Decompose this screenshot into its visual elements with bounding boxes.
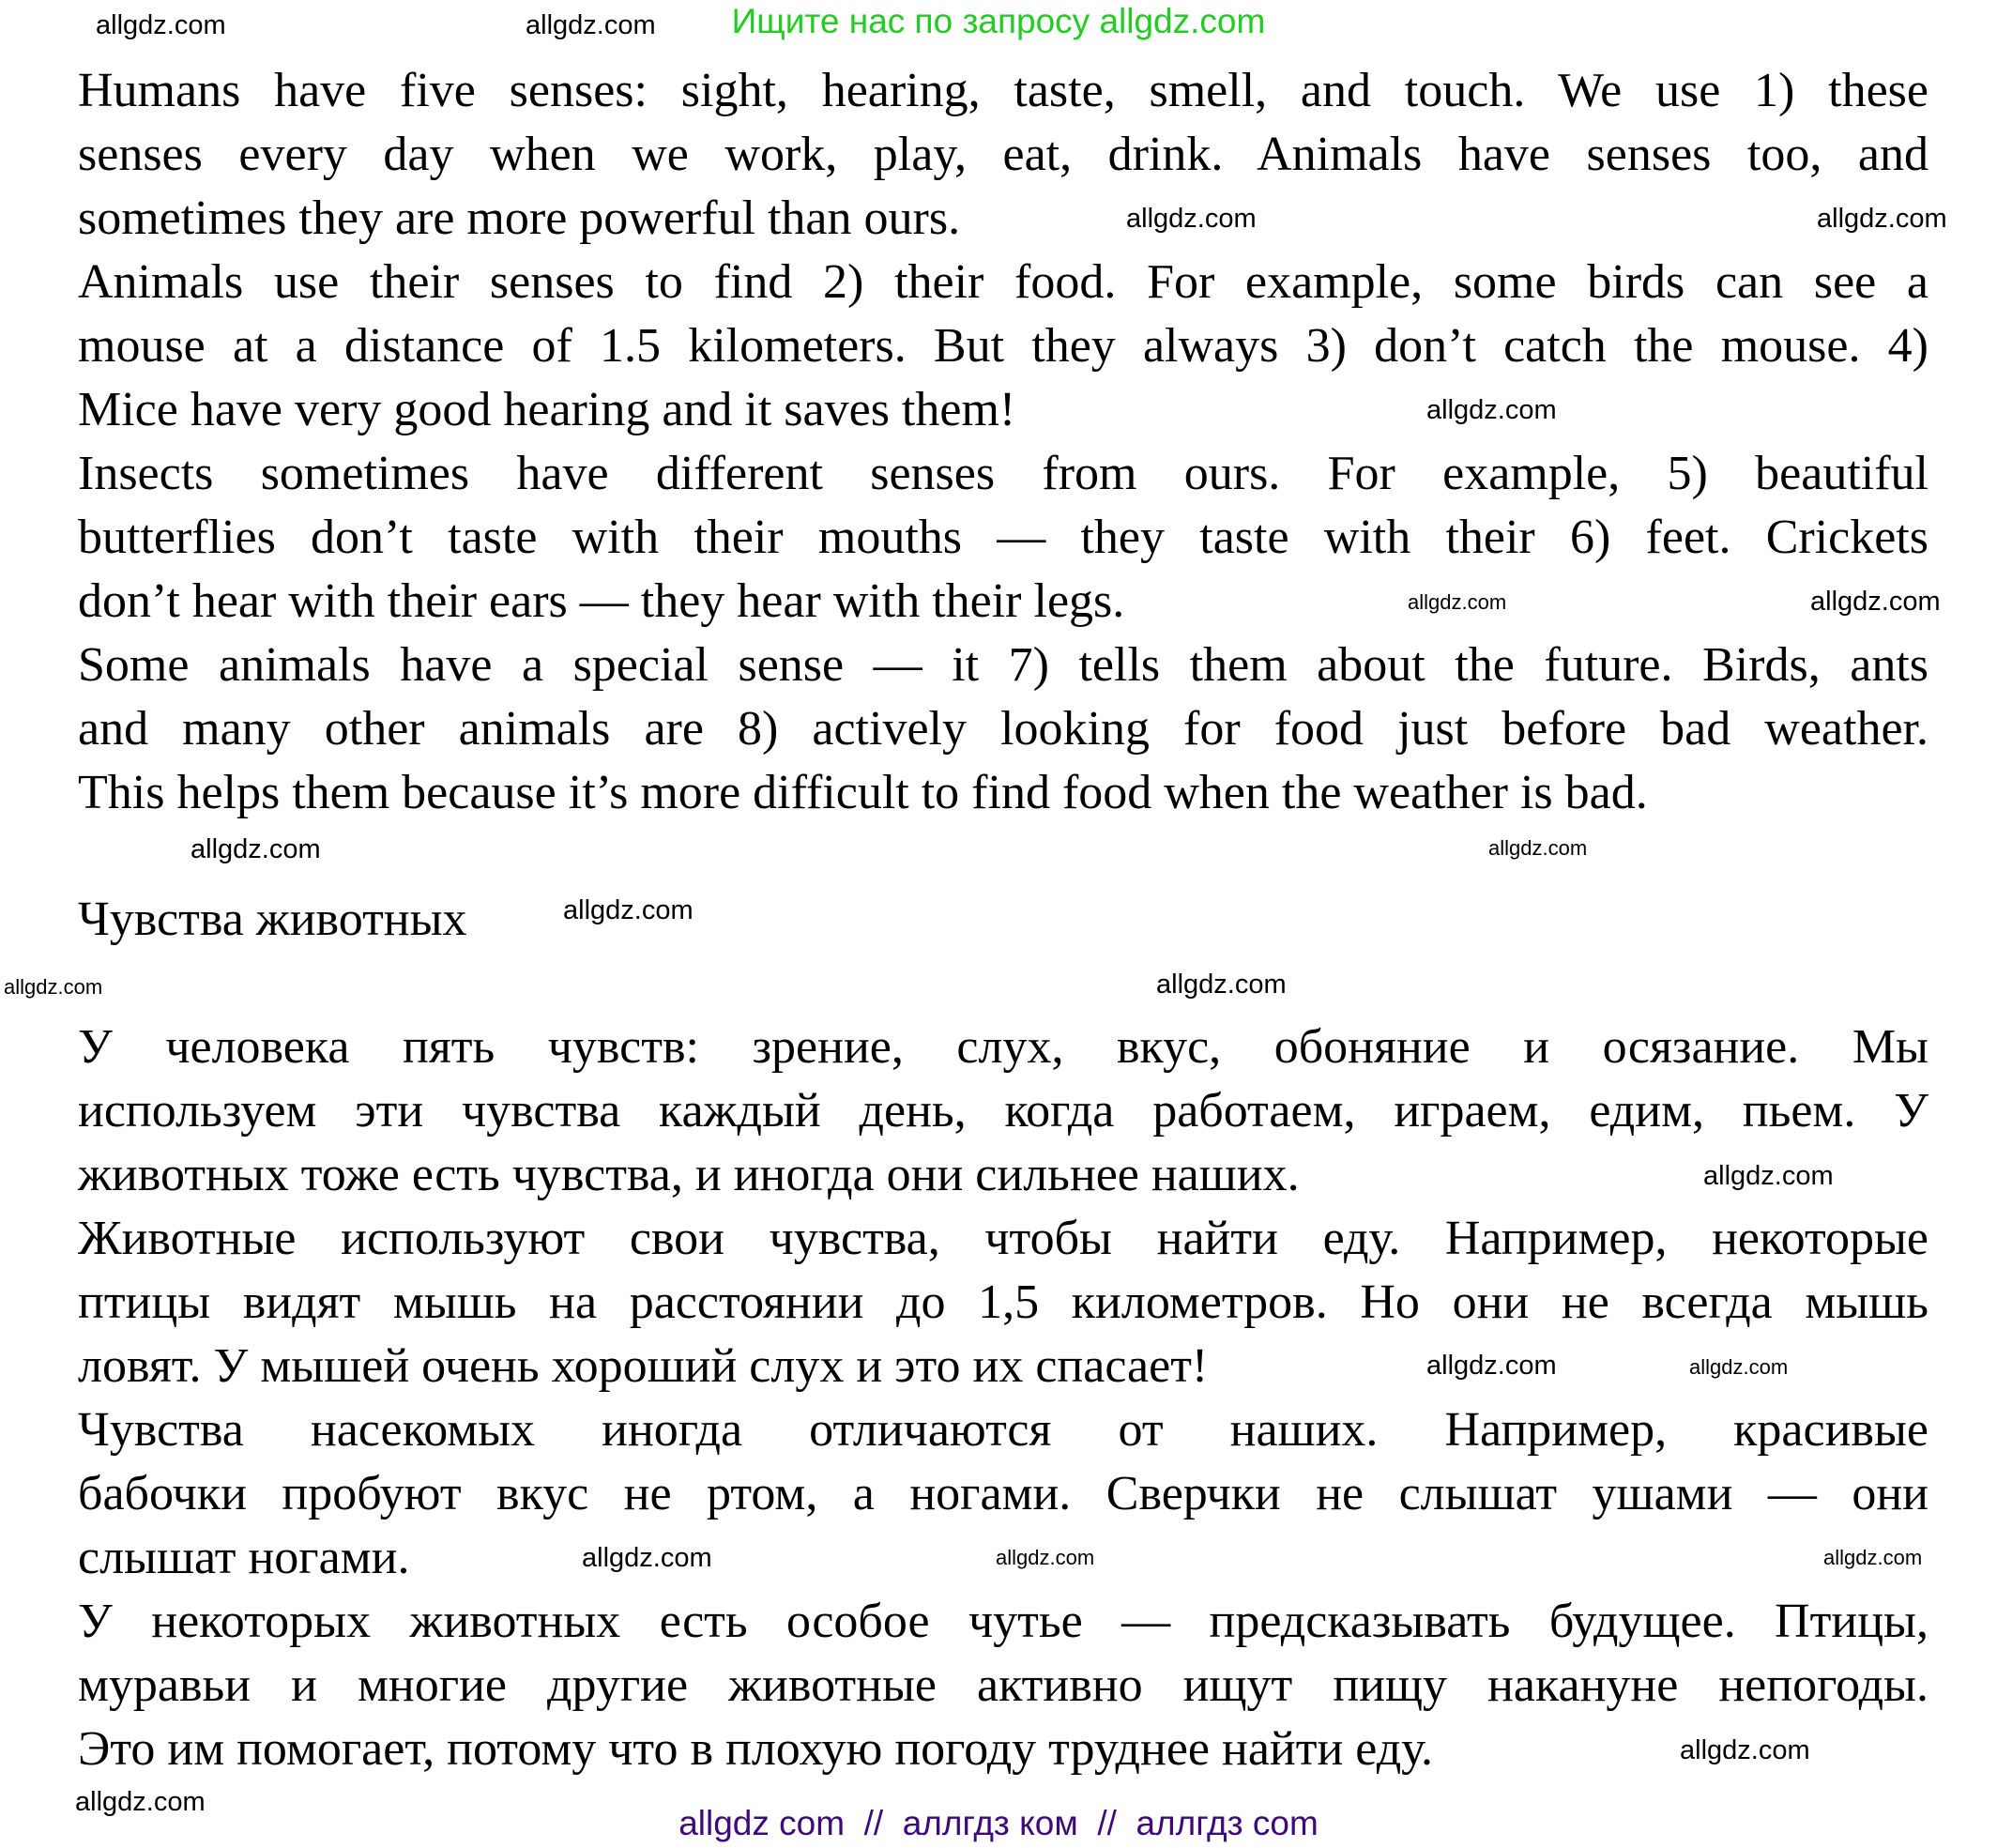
text-line: Humans have five senses: sight, hearing, taste, smell, and touch. We use 1) these — [78, 64, 1928, 117]
watermark: allgdz.com — [582, 1543, 712, 1573]
text-line: Животные используют свои чувства, чтобы найти еду. Например, некоторые — [78, 1212, 1928, 1265]
text-line: ловят. У мышей очень хороший слух и это их спасает! — [78, 1339, 1209, 1393]
text-line: животных тоже есть чувства, и иногда они сильнее наших. — [78, 1148, 1300, 1201]
site-footer-row — [0, 1802, 1997, 1845]
search-hint-header-row — [0, 0, 1997, 43]
watermark: allgdz.com — [1488, 836, 1588, 860]
text-line: senses every day when we work, play, eat, drink. Animals have senses too, and — [78, 128, 1928, 181]
watermark: allgdz.com — [191, 834, 321, 864]
watermark: allgdz.com — [996, 1546, 1095, 1569]
watermark: allgdz.com — [1817, 204, 1947, 234]
watermark: allgdz.com — [1156, 970, 1287, 1000]
text-line: Some animals have a special sense — it 7) tells them about the future. Birds, ants — [78, 638, 1928, 692]
text-line: mouse at a distance of 1.5 kilometers. But they always 3) don’t catch the mouse. 4) — [78, 319, 1928, 373]
watermark: allgdz.com — [1126, 204, 1257, 234]
text-line: sometimes they are more powerful than ours. — [78, 191, 961, 245]
text-line: and many other animals are 8) actively looking for food just before bad weather. — [78, 702, 1928, 756]
watermark: allgdz.com — [4, 975, 103, 999]
text-line: птицы видят мышь на расстоянии до 1,5 километров. Но они не всегда мышь — [78, 1275, 1928, 1329]
text-line: слышат ногами. — [78, 1531, 410, 1584]
watermark: allgdz.com — [1810, 587, 1941, 617]
search-hint-header: Ищите нас по запросу allgdz.com — [731, 2, 1266, 40]
english-text — [78, 59, 1928, 825]
watermark: allgdz.com — [1426, 395, 1557, 425]
watermark: allgdz.com — [1703, 1161, 1834, 1191]
text-line: butterflies don’t taste with their mouths — they taste with their 6) feet. Crickets — [78, 511, 1928, 564]
watermark: allgdz.com — [1408, 590, 1507, 614]
watermark: allgdz.com — [96, 10, 226, 40]
watermark: allgdz.com — [1823, 1546, 1923, 1569]
text-line: Это им помогает, потому что в плохую погоду труднее найти еду. — [78, 1722, 1433, 1776]
text-line: У некоторых животных есть особое чутье — предсказывать будущее. Птицы, — [78, 1595, 1928, 1648]
text-line: используем эти чувства каждый день, когда работаем, играем, едим, пьем. У — [78, 1084, 1928, 1138]
watermark: allgdz.com — [563, 895, 694, 925]
text-line: Insects sometimes have different senses from ours. For example, 5) beautiful — [78, 447, 1928, 500]
watermark: allgdz.com — [1426, 1351, 1557, 1381]
watermark: allgdz.com — [75, 1787, 206, 1817]
watermark: allgdz.com — [1680, 1735, 1810, 1765]
text-line: бабочки пробуют вкус не ртом, а ногами. Сверчки не слышат ушами — они — [78, 1467, 1928, 1520]
russian-translation — [78, 1016, 1928, 1781]
text-line: don’t hear with their ears — they hear with their legs. — [78, 574, 1125, 628]
translation-title: Чувства животных — [78, 893, 467, 946]
text-line: Mice have very good hearing and it saves them! — [78, 383, 1016, 436]
site-footer: allgdz com // аллгдз ком // аллгдз com — [678, 1804, 1319, 1842]
text-line: Чувства насекомых иногда отличаются от наших. Например, красивые — [78, 1403, 1928, 1457]
text-line: муравьи и многие другие животные активно ищут пищу накануне непогоды. — [78, 1658, 1928, 1712]
text-line: This helps them because it’s more difficult to find food when the weather is bad. — [78, 766, 1648, 819]
watermark: allgdz.com — [526, 10, 656, 40]
text-line: Animals use their senses to find 2) their food. For example, some birds can see a — [78, 255, 1928, 309]
text-line: У человека пять чувств: зрение, слух, вкус, обоняние и осязание. Мы — [78, 1020, 1928, 1074]
watermark: allgdz.com — [1689, 1355, 1789, 1379]
